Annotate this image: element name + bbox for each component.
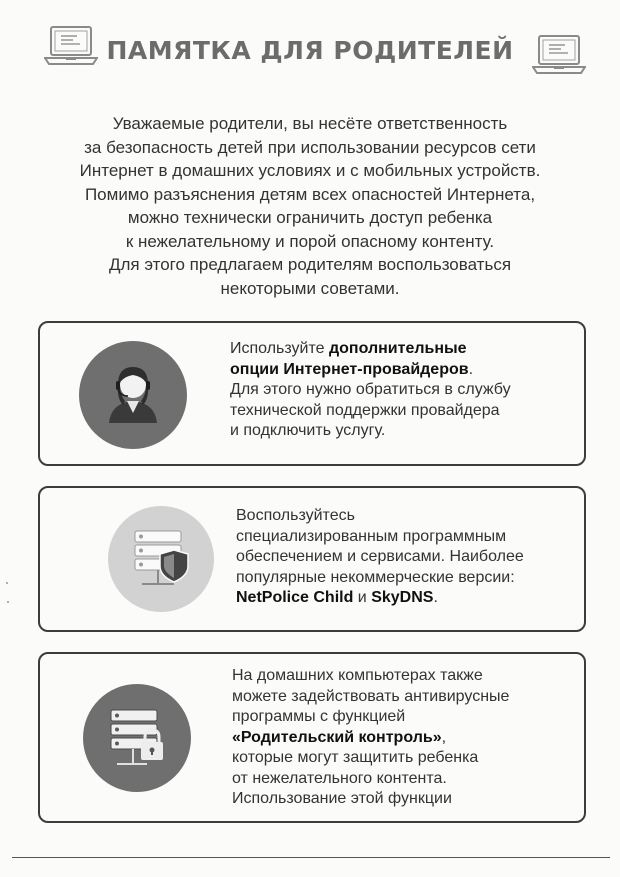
tip-card-software xyxy=(38,486,586,632)
product-name: NetPolice Child xyxy=(236,589,354,606)
support-operator-icon xyxy=(79,341,187,449)
page-title: ПАМЯТКА ДЛЯ РОДИТЕЛЕЙ xyxy=(106,36,514,65)
intro-line: Уважаемые родители, вы несёте ответственность xyxy=(112,114,508,133)
intro-line: Интернет в домашних условиях и с мобильных устройств. xyxy=(79,161,541,180)
bold-phrase: «Родительский контроль» xyxy=(232,728,442,746)
intro-line: Помимо разъяснения детям всех опасностей Интернета, xyxy=(84,184,536,204)
intro-line: некоторыми советами. xyxy=(220,278,400,298)
intro-line: за безопасность детей при использовании ресурсов сети xyxy=(84,137,536,157)
scan-speck xyxy=(6,582,8,584)
tip-text: Воспользуйтесь специализированным программным обеспечением и сервисами. Наиболее популярные некоммерческие версии: NetPolice Child и SkyDNS. xyxy=(236,507,524,606)
bold-phrase: дополнительные xyxy=(328,340,467,357)
tip-text: На домашних компьютерах также можете задействовать антивирусные программы с функцией «Родительский контроль», которые могут защитить ребенка от нежелательного контента. Использование этой функции xyxy=(232,667,510,807)
bold-phrase: опции Интернет-провайдеров xyxy=(230,360,469,378)
intro-text xyxy=(30,112,590,300)
intro-line: можно технически ограничить доступ ребенка xyxy=(127,208,493,227)
product-name: SkyDNS xyxy=(371,589,434,606)
intro-line: Для этого предлагаем родителям воспользоваться xyxy=(108,255,512,274)
tip-text: Используйте дополнительные опции Интернет-провайдеров. Для этого нужно обратиться в службу технической поддержки провайдера и подключить услугу. xyxy=(230,340,511,439)
scan-speck xyxy=(7,601,9,603)
server-lock-icon xyxy=(83,684,191,792)
bottom-divider xyxy=(12,857,610,858)
server-shield-icon xyxy=(108,506,214,612)
intro-line: к нежелательному и порой опасному контенту. xyxy=(125,231,495,251)
tip-card-provider xyxy=(38,321,586,466)
tip-card-antivirus xyxy=(38,652,586,823)
